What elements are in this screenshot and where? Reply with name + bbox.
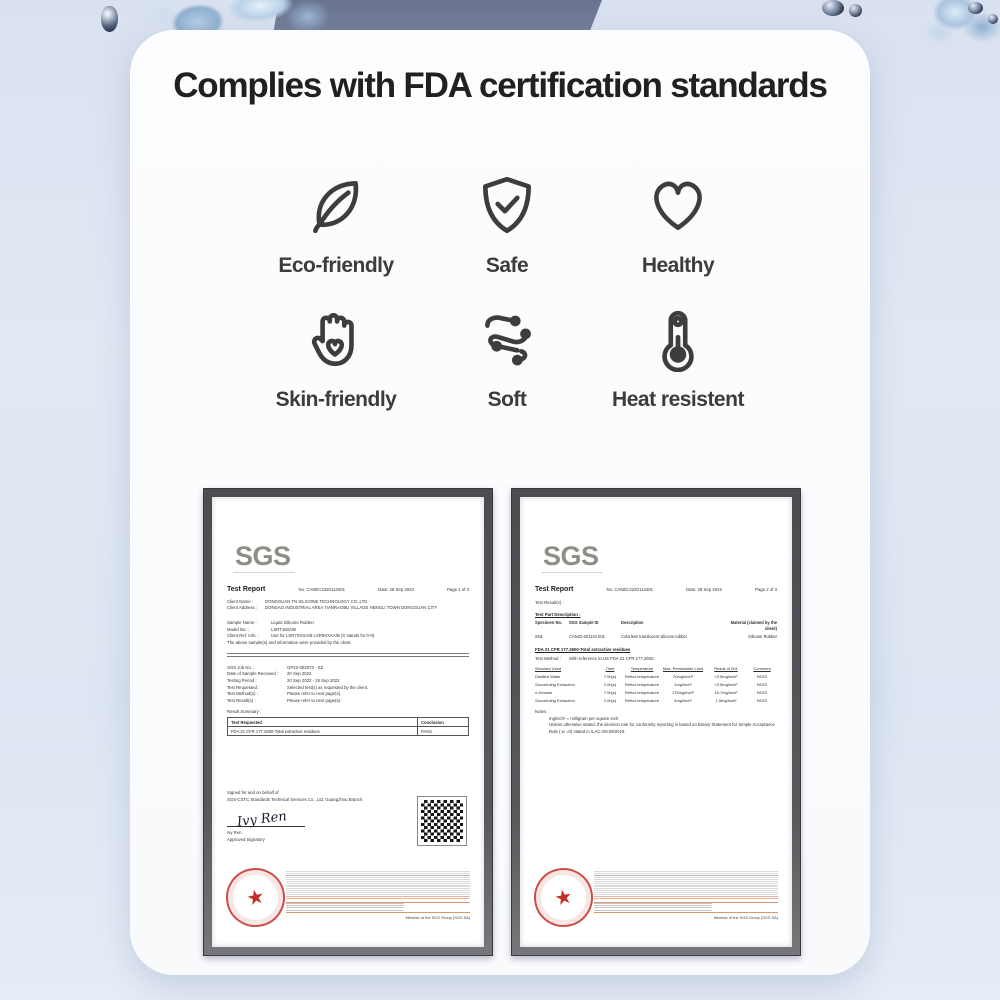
table-cell: Succeeding Extraction: [535, 697, 575, 703]
result-summary-label: Result Summary :: [227, 708, 262, 714]
member-text: Member of the SGS Group (SGS SA): [713, 915, 778, 920]
certificate-footer: [224, 869, 472, 933]
table-header: Max. Permissible Limit: [662, 666, 703, 672]
report-date: Date: 28 Sep 2022: [378, 587, 414, 592]
company-text: SGS-CSTC Standards Technical Services Co., Ltd. Guangzhou Branch: [227, 796, 363, 802]
flexible-wire-icon: [474, 306, 540, 372]
table-header: Description: [621, 620, 644, 626]
water-bubble: [822, 0, 844, 16]
feature-eco-friendly: [252, 172, 420, 278]
table-header: Specimen No.: [535, 620, 563, 626]
table-cell: Silicone Rubber: [748, 633, 777, 639]
field-value: GP22-052073 - SZ: [287, 664, 324, 670]
field-label: Test Method(s) :: [227, 691, 258, 697]
disclaimer-text-lines: [286, 871, 470, 895]
feature-grid: [252, 172, 762, 412]
table-cell: 1.5mg/inch²: [715, 697, 737, 703]
table-cell: 1mg/inch²: [674, 681, 692, 687]
handwritten-signature: Ivy Ren: [236, 809, 288, 831]
table-cell: PASS: [756, 689, 768, 695]
report-title: Test Report: [227, 586, 266, 593]
table-cell: SN1: [535, 633, 543, 639]
field-label: SGS Job No. :: [227, 664, 255, 670]
report-page: Page 2 of 3: [755, 587, 777, 592]
signatory-role: Approved Signatory: [227, 836, 265, 842]
results-table-row: [535, 690, 777, 695]
result-summary-table: [227, 717, 469, 736]
certificates: [203, 488, 803, 956]
thermometer-icon: [645, 306, 711, 372]
field-value: Use for LSR7XXXA/B LSR9XXXA/B (X stands for 0-9).: [271, 633, 376, 639]
specimen-table-row: [535, 634, 777, 640]
water-bubble: [968, 2, 983, 14]
table-cell: Succeeding Extraction: [535, 681, 575, 687]
certificate-frame-page2: [511, 488, 801, 956]
feature-healthy: [594, 172, 762, 278]
report-page: Page 1 of 3: [447, 587, 469, 592]
feature-skin-friendly: [252, 306, 420, 412]
certificate-frame-page1: [203, 488, 493, 956]
results-table-row: [535, 698, 777, 703]
table-header: Material (claimed by the client): [730, 620, 777, 632]
table-cell: 4mg/inch²: [674, 697, 692, 703]
note-line: mg/inch² = milligram per square inch: [549, 715, 619, 721]
content-card: [130, 30, 870, 975]
address-lines: [286, 902, 470, 913]
table-header: Comment: [753, 666, 771, 672]
table-cell: 7.0h(s): [603, 674, 617, 680]
feature-label: Safe: [485, 254, 529, 277]
feature-safe: [423, 172, 591, 278]
field-value: 20 Sep 2022 - 26 Sep 2022: [287, 677, 340, 683]
results-table: [535, 666, 777, 703]
hand-heart-icon: [303, 306, 369, 372]
table-cell: PASS: [756, 674, 768, 680]
field-value: Selected test(s) as requested by the client.: [287, 684, 369, 690]
table-cell: 2.0h(s): [603, 697, 617, 703]
fine-print: [594, 871, 778, 920]
table-cell: 2.0h(s): [603, 681, 617, 687]
specimen-table-header: [535, 620, 777, 631]
table-header: Test Requested: [231, 719, 262, 725]
page-title: Complies with FDA certification standards: [173, 66, 827, 105]
report-date: Date: 28 Sep 2022: [686, 587, 722, 592]
field-label: Testing Period :: [227, 677, 257, 683]
field-label: Client Name :: [227, 598, 254, 604]
table-cell: FDA 21 CFR 177.2600-Total extractive residues: [231, 728, 320, 734]
table-cell: Reflux temperature: [624, 689, 659, 695]
sgs-logo: SGS: [541, 543, 603, 573]
field-value: LSRT160A/B: [271, 626, 297, 632]
table-header: Result of 001: [714, 666, 738, 672]
signature-block: [227, 790, 407, 844]
report-title: Test Report: [535, 586, 574, 593]
field-value: 20 Sep 2022: [287, 671, 312, 677]
leaf-icon: [303, 172, 369, 238]
section-title: FDA 21 CFR 177.2600-Total extractive residues: [535, 647, 631, 653]
table-cell: CAN22-201134.001: [569, 633, 605, 639]
table-header: Conclusion: [417, 718, 468, 726]
disclaimer-red-lines: [286, 896, 470, 900]
certificate-page1: [212, 497, 484, 947]
field-value: Please refer to next page(s).: [287, 691, 342, 697]
feature-soft: [423, 306, 591, 412]
field-value: Liquid Silicone Rubber: [271, 619, 314, 625]
table-header: SGS Sample ID: [569, 620, 599, 626]
qr-code: [418, 797, 466, 845]
test-method-label: Test Method :: [535, 656, 561, 662]
table-cell: 7.0h(s): [603, 689, 617, 695]
field-value: DONGGUAN TN SILICONE TECHNOLOGY CO.,LTD: [265, 598, 368, 604]
table-cell: Reflux temperature: [624, 674, 659, 680]
table-cell: Reflux temperature: [624, 681, 659, 687]
field-label: Client Ref. Info. :: [227, 633, 260, 639]
table-cell: PASS: [756, 697, 768, 703]
test-results-label: Test Result(s) :: [535, 599, 564, 605]
results-table-row: [535, 674, 777, 679]
water-splash-right: [924, 0, 1000, 50]
certificate-page2: [520, 497, 792, 947]
signed-for-text: Signed for and on behalf of: [227, 790, 279, 795]
shield-check-icon: [474, 172, 540, 238]
field-label: Date of Sample Received :: [227, 671, 279, 677]
table-cell: PASS: [417, 727, 468, 735]
part-description-label: Test Part Description :: [535, 612, 581, 618]
table-cell: <0.5mg/inch²: [714, 681, 738, 687]
field-label: Client Address :: [227, 605, 258, 611]
table-cell: 175mg/inch²: [671, 689, 694, 695]
field-value: DONGAO INDUSTRIAL AREA TIANRAOBU VILLAGE HENGLI TOWN DONGGUAN CITY: [265, 605, 438, 611]
feature-label: Skin-friendly: [275, 388, 397, 411]
table-cell: Reflux temperature: [624, 697, 659, 703]
water-droplet: [101, 6, 118, 32]
certificate-footer: [532, 869, 780, 933]
disclaimer-red-lines: [594, 896, 778, 900]
table-cell: <0.5mg/inch²: [714, 674, 738, 680]
table-header: Time: [605, 666, 615, 672]
table-cell: 20mg/inch²: [673, 674, 693, 680]
feature-label: Heat resistent: [612, 388, 744, 411]
field-label: Test Result(s) :: [227, 697, 256, 703]
table-cell: PASS: [756, 681, 768, 687]
table-cell: Colorless translucent silicone rubber: [621, 633, 687, 639]
table-header: Simulant Used: [535, 666, 562, 672]
results-table-row: [535, 682, 777, 687]
disclaimer-text-lines: [594, 871, 778, 895]
field-label: Sample Name :: [227, 619, 257, 625]
note-line: Unless otherwise stated, the decision rule for conformity reporting is based on Binary Statement for Simple Acceptance Rule ( w =0) stated in ILAC-G8:09/2019: [549, 722, 775, 735]
table-header: Temperature: [630, 666, 654, 672]
report-number: No. CANEC2220113401: [606, 587, 653, 592]
fine-print: [286, 871, 470, 920]
member-text: Member of the SGS Group (SGS SA): [405, 915, 470, 920]
sgs-logo: SGS: [233, 543, 295, 573]
table-cell: Distilled Water: [535, 674, 561, 680]
sample-note: The above sample(s) and information were provided by the client.: [227, 639, 352, 645]
red-seal-stamp: ★: [529, 863, 599, 933]
field-label: Model No. :: [227, 626, 249, 632]
water-bubble: [988, 14, 998, 24]
red-seal-stamp: ★: [221, 863, 291, 933]
feature-label: Healthy: [641, 254, 715, 277]
field-label: Test Requested :: [227, 684, 260, 690]
feature-label: Eco-friendly: [278, 254, 394, 277]
feature-heat-resistent: [594, 306, 762, 412]
feature-label: Soft: [487, 388, 527, 411]
water-bubble: [849, 4, 862, 17]
results-table-header: [535, 666, 777, 671]
field-value: Please refer to next page(s).: [287, 697, 342, 703]
divider: [227, 653, 469, 657]
notes-label: Notes :: [535, 709, 549, 715]
table-cell: n-Hexane: [535, 689, 553, 695]
heart-icon: [645, 172, 711, 238]
report-number: No. CANEC2220113401: [298, 587, 345, 592]
signatory-name: Ivy Ren: [227, 830, 242, 836]
test-method-value: With reference to US FDA 21 CFR 177.2600.: [569, 656, 655, 662]
table-cell: 16.7mg/inch²: [714, 689, 738, 695]
address-lines: [594, 902, 778, 913]
notes-block: [535, 709, 777, 736]
